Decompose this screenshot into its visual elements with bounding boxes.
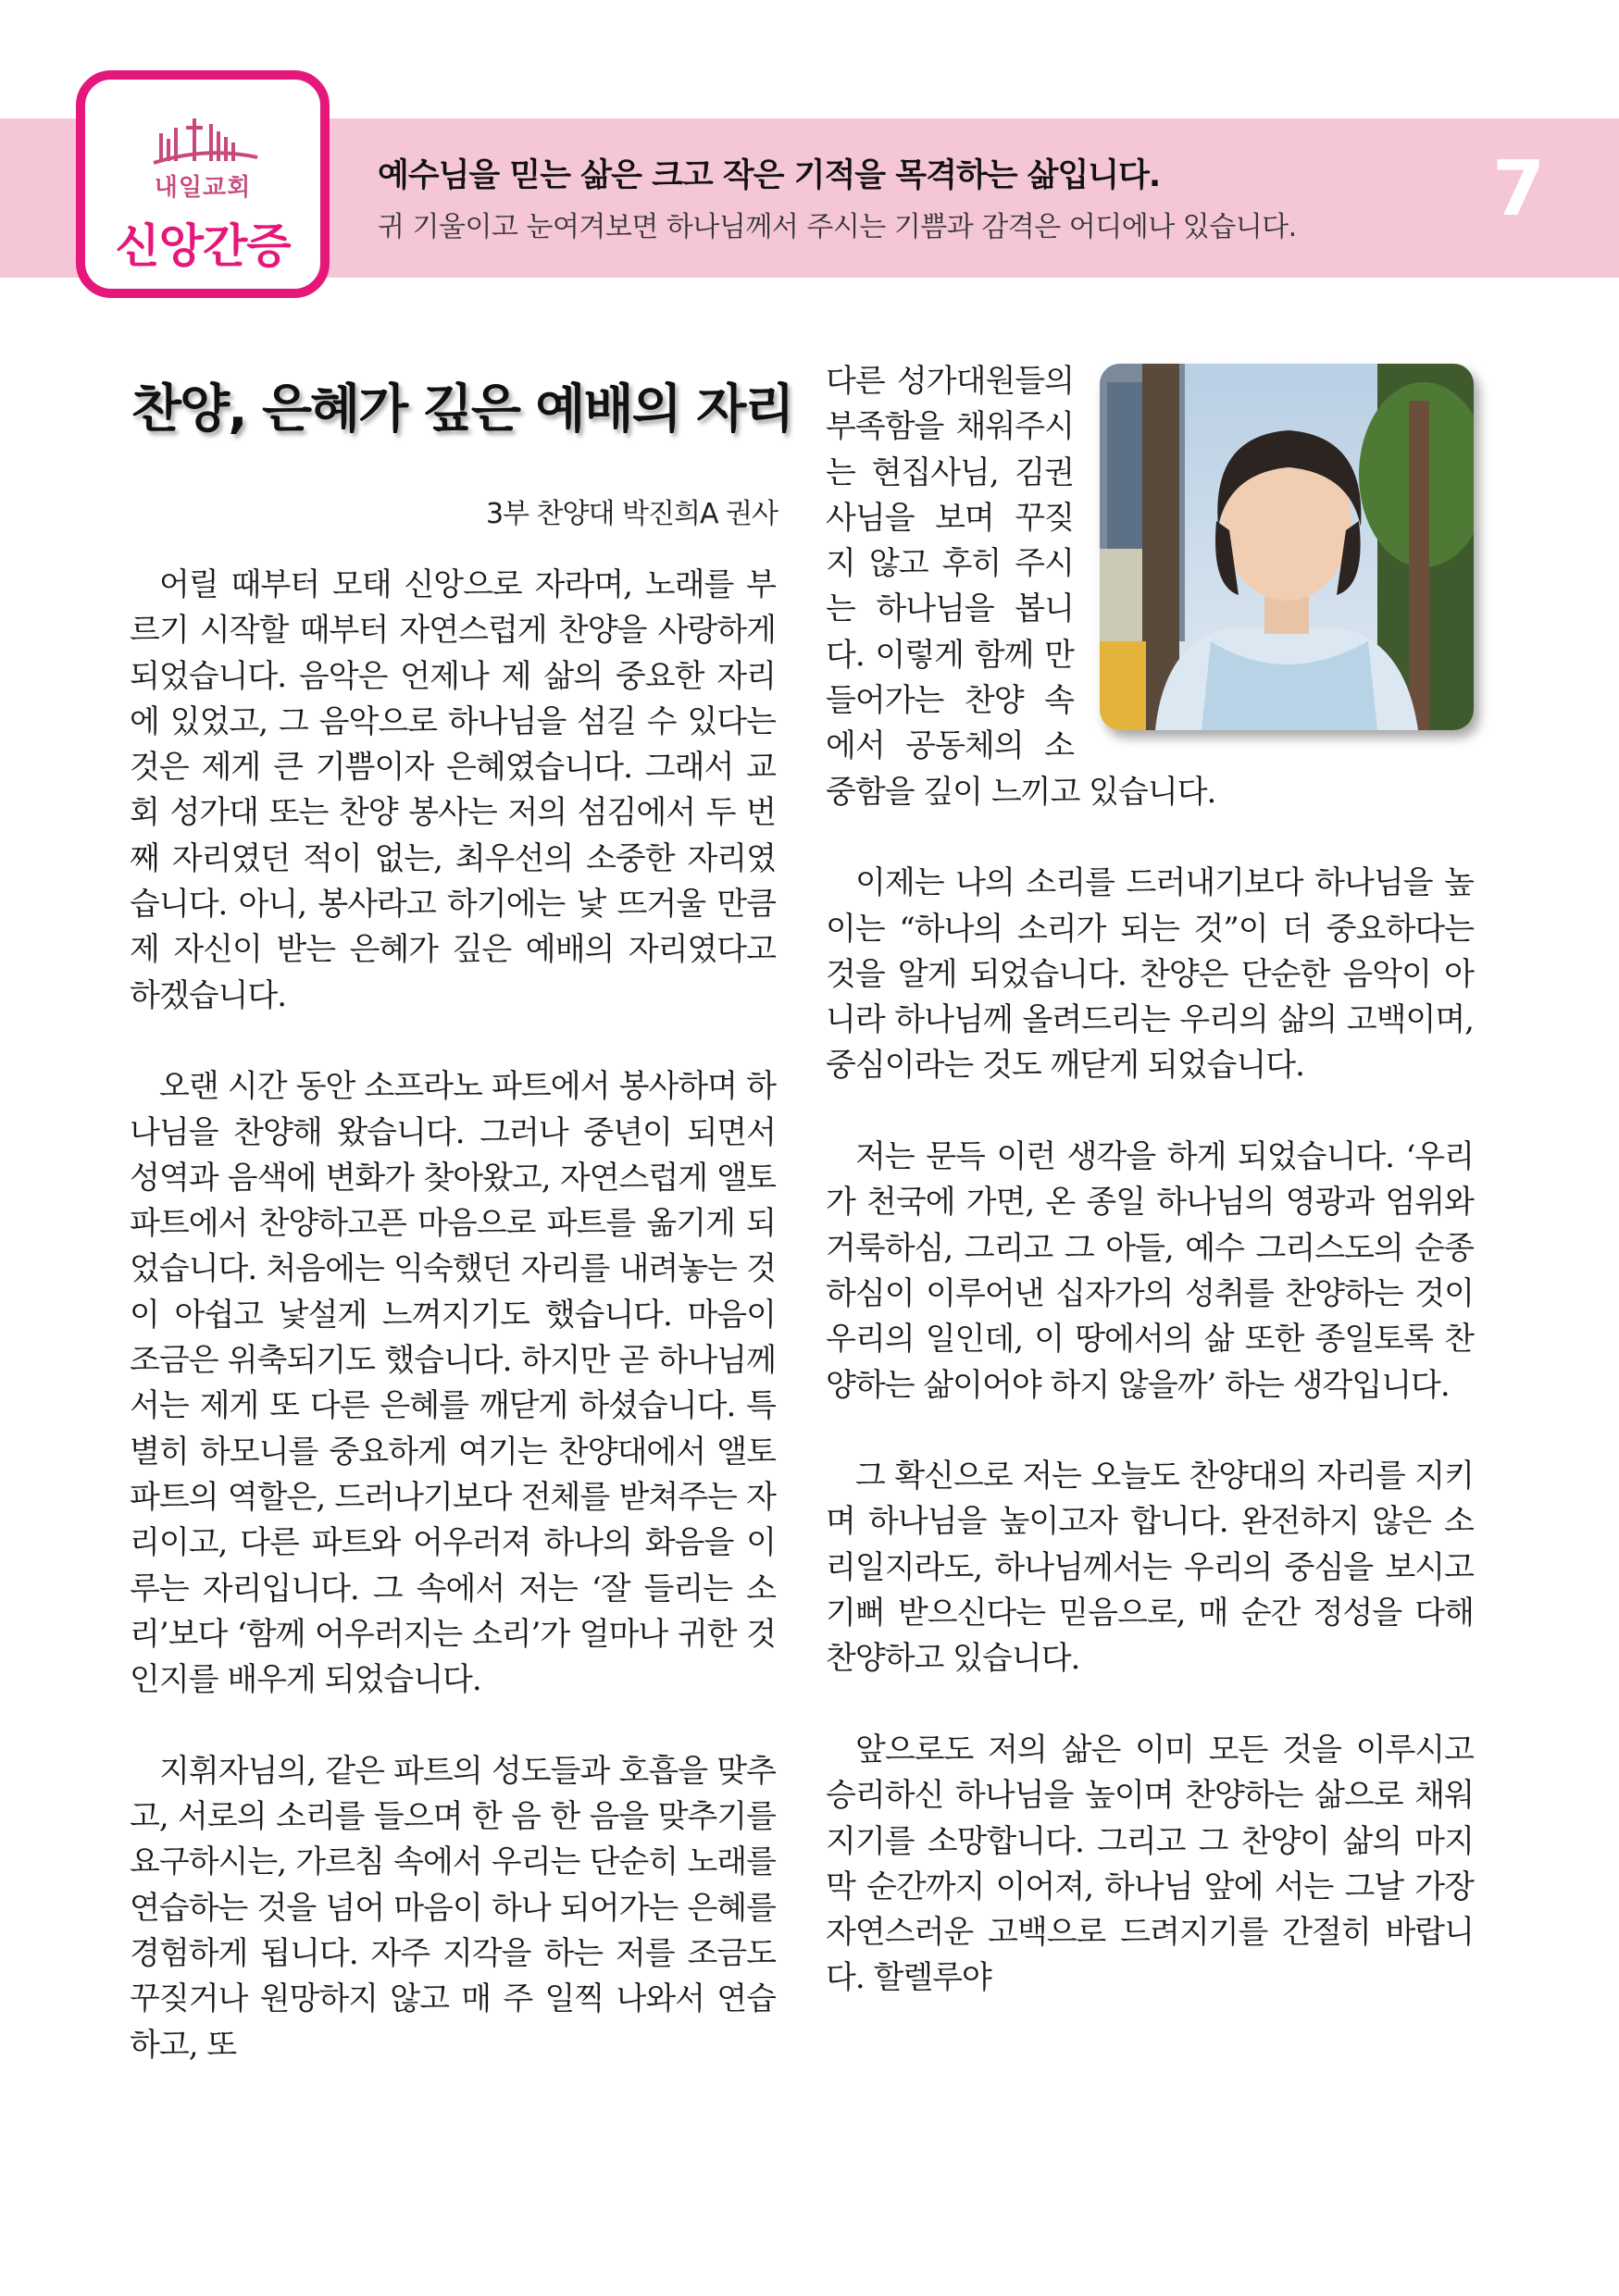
article-title: 찬양, 은혜가 깊은 예배의 자리	[131, 379, 793, 440]
author-photo	[1100, 364, 1474, 730]
header-subline: 귀 기울이고 눈여겨보면 하나님께서 주시는 기쁨과 감격은 어디에나 있습니다.	[378, 211, 1297, 243]
section-badge	[76, 70, 330, 298]
paragraph: 그 확신으로 저는 오늘도 찬양대의 자리를 지키며 하나님을 높이고자 합니다. 완전하지 않은 소리일지라도, 하나님께서는 우리의 중심을 보시고 기뻐 받으신다는 믿음으로, 매 순간 정성을 다해 찬양하고 있습니다.	[826, 1458, 1474, 1678]
paragraph: 이제는 나의 소리를 드러내기보다 하나님을 높이는 “하나의 소리가 되는 것”이 더 중요하다는 것을 알게 되었습니다. 찬양은 단순한 음악이 아니라 하나님께 올려드리는 우리의 삶의 고백이며, 중심이라는 것도 깨닫게 되었습니다.	[826, 864, 1474, 1085]
byline: 3부 찬양대 박진희A 권사	[485, 498, 778, 530]
paragraph: 오랜 시간 동안 소프라노 파트에서 봉사하며 하나님을 찬양해 왔습니다. 그러나 중년이 되면서 성역과 음색에 변화가 찾아왔고, 자연스럽게 앨토 파트에서 찬양하고픈 마음으로 파트를 옮기게 되었습니다. 처음에는 익숙했던 자리를 내려놓는 것이 아쉽고 낯설게 느껴지기도 했습니다. 마음이 조금은 위축되기도 했습니다. 하지만 곧 하나님께서는 제게 또 다른 은혜를 깨닫게 하셨습니다. 특별히 하모니를 중요하게 여기는 찬양대에서 앨토파트의 역할은, 드러나기보다 전체를 받쳐주는 자리이고, 다른 파트와 어우러져 하나의 화음을 이루는 자리입니다. 그 속에서 저는 ‘잘 들리는 소리’보다 ‘함께 어우러지는 소리’가 얼마나 귀한 것인지를 배우게 되었습니다.	[130, 1068, 776, 1699]
paragraph: 어릴 때부터 모태 신앙으로 자라며, 노래를 부르기 시작할 때부터 자연스럽게 찬양을 사랑하게 되었습니다. 음악은 언제나 제 삶의 중요한 자리에 있었고, 그 음악으로 하나님을 섬길 수 있다는 것은 제게 큰 기쁨이자 은혜였습니다. 그래서 교회 성가대 또는 찬양 봉사는 저의 섬김에서 두 번째 자리였던 적이 없는, 최우선의 소중한 자리였습니다. 아니, 봉사라고 하기에는 낯 뜨거울 만큼 제 자신이 받는 은혜가 깊은 예배의 자리였다고 하겠습니다.	[130, 566, 776, 1014]
paragraph: 저는 문득 이런 생각을 하게 되었습니다. ‘우리가 천국에 가면, 온 종일 하나님의 영광과 엄위와 거룩하심, 그리고 그 아들, 예수 그리스도의 순종하심이 이루어낸 십자가의 성취를 찬양하는 것이 우리의 일인데, 이 땅에서의 삶 또한 종일토록 찬양하는 삶이어야 하지 않을까’ 하는 생각입니다.	[826, 1138, 1474, 1404]
paragraph: 앞으로도 저의 삶은 이미 모든 것을 이루시고 승리하신 하나님을 높이며 찬양하는 삶으로 채워지기를 소망합니다. 그리고 그 찬양이 삶의 마지막 순간까지 이어져, 하나님 앞에 서는 그날 가장 자연스러운 고백으로 드려지기를 간절히 바랍니다. 할렐루야	[826, 1731, 1474, 1997]
header-headline: 예수님을 믿는 삶은 크고 작은 기적을 목격하는 삶입니다.	[378, 157, 1161, 194]
section-title: 신앙간증	[115, 219, 291, 273]
page-number: 7	[1492, 145, 1546, 233]
logo-text: 내일교회	[154, 174, 252, 202]
paragraph: 다른 성가대원들의 부족함을 채워주시는 현집사님, 김권사님을 보며 꾸짖지 않고 후히 주시는 하나님을 봅니다. 이렇게 함께 만들어가는 찬양 속에서 공동체의 소중함을 깊이 느끼고 있습니다.	[826, 363, 1216, 811]
paragraph: 지휘자님의, 같은 파트의 성도들과 호흡을 맞추고, 서로의 소리를 들으며 한 음 한 음을 맞추기를 요구하시는, 가르침 속에서 우리는 단순히 노래를 연습하는 것을 넘어 마음이 하나 되어가는 은혜를 경험하게 됩니다. 자주 지각을 하는 저를 조금도 꾸짖거나 원망하지 않고 매 주 일찍 나와서 연습하고, 또	[130, 1752, 776, 2064]
left-column	[130, 563, 776, 2068]
right-column	[826, 359, 1474, 2002]
church-logo-icon	[152, 115, 259, 168]
